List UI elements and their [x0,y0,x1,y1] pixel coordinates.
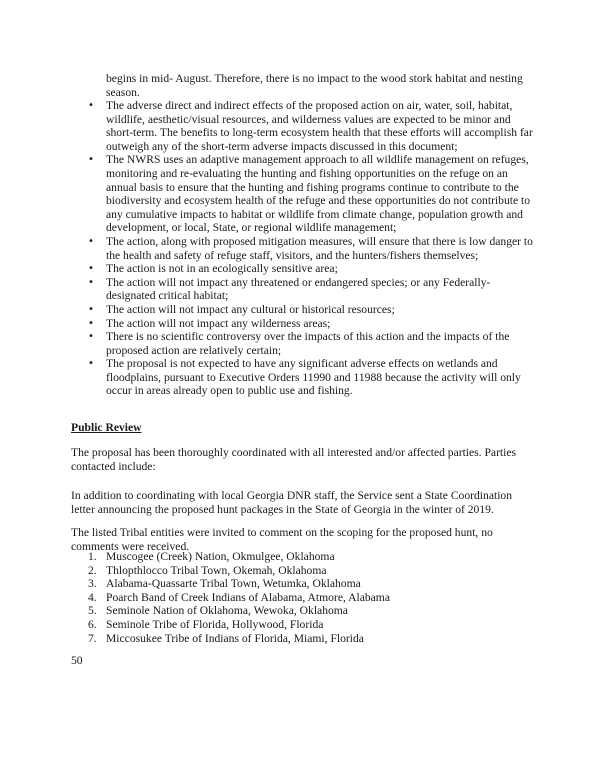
list-number: 6. [88,617,97,631]
list-number: 5. [88,604,97,618]
bullet-item: • The proposal is not expected to have any significant adverse effects on wetlands and floodplains, pursuant to Executive Orders 11990 and 11988 because the activity will only occur in areas already open to public use and fishing. [88,357,536,398]
section-heading: Public Review [71,421,142,434]
list-item [88,618,536,632]
bullet-item: • The NWRS uses an adaptive management approach to all wildlife management on refuges, monitoring and re-evaluating the hunting and fishing opportunities on the refuge on an annual basis to ensure that the hunting and fishing programs continue to contribute to the biodiversity and ecosystem health of the refuge and these opportunities do not contribute to any cumulative impacts to habitat or wildlife from climate change, population growth and development, or local, State, or regional wildlife management; [88,153,536,235]
list-number: 3. [88,577,97,591]
list-number: 7. [88,631,97,645]
list-number: 2. [88,563,97,577]
continuation-paragraph: begins in mid- August. Therefore, there is no impact to the wood stork habitat and nesting season. [106,72,523,99]
list-item [88,577,536,591]
list-item [88,550,536,564]
list-number: 1. [88,550,97,563]
list-item [88,632,536,646]
paragraph: The listed Tribal entities were invited to comment on the scoping for the proposed hunt, no comments were received. [71,526,493,553]
list-item-text: Seminole Tribe of Florida, Hollywood, Florida [106,617,324,631]
paragraph: The proposal has been thoroughly coordinated with all interested and/or affected parties. Parties contacted include: [71,446,517,473]
bullet-item: • There is no scientific controversy over the impacts of this action and the impacts of the proposed action are relatively certain; [88,330,536,357]
list-item-text: Muscogee (Creek) Nation, Okmulgee, Oklahoma [106,550,335,563]
list-item-text: Thlopthlocco Tribal Town, Okemah, Oklahoma [106,563,327,577]
bullet-item: • The adverse direct and indirect effects of the proposed action on air, water, soil, habitat, wildlife, aesthetic/visual resources, and wilderness values are expected to be minor and short-term. The benefits to long-term ecosystem health that these efforts will accomplish far outweigh any of the short-term adverse impacts discussed in this document; [88,99,536,153]
list-number: 4. [88,590,97,604]
bullet-item: • The action will not impact any cultural or historical resources; [88,303,536,317]
findings-bullet-list [88,99,536,398]
bullet-item: • The action is not in an ecologically sensitive area; [88,262,536,276]
list-item-text: Seminole Nation of Oklahoma, Wewoka, Oklahoma [106,604,348,618]
list-item-text: Poarch Band of Creek Indians of Alabama, Atmore, Alabama [106,590,390,604]
bullet-item: • The action, along with proposed mitigation measures, will ensure that there is low danger to the health and safety of refuge staff, visitors, and the hunters/fishers themselves; [88,235,536,262]
list-item [88,604,536,618]
paragraph: In addition to coordinating with local Georgia DNR staff, the Service sent a State Coordination letter announcing the proposed hunt packages in the State of Georgia in the winter of 2019. [71,489,513,516]
list-item [88,591,536,605]
list-item-text: Miccosukee Tribe of Indians of Florida, Miami, Florida [106,631,364,645]
list-item-text: Alabama-Quassarte Tribal Town, Wetumka, Oklahoma [106,577,361,591]
tribal-entities-list [88,550,536,645]
bullet-item: • The action will not impact any threatened or endangered species; or any Federally-designated critical habitat; [88,276,536,303]
list-item [88,564,536,578]
bullet-item: • The action will not impact any wilderness areas; [88,317,536,331]
page-number: 50 [71,654,83,667]
